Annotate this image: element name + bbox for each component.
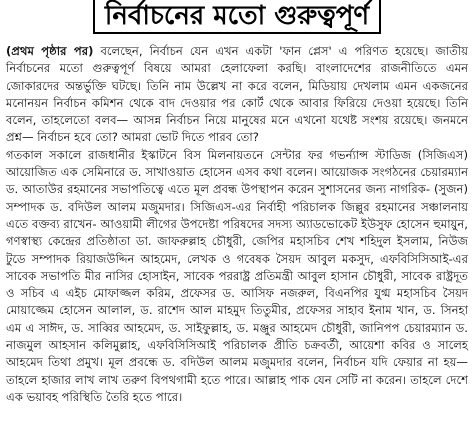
article-paragraph-2: গতকাল সকালে রাজধানীর ইস্কাটনে বিস মিলনায়তনে সেন্টার ফর গভর্ন্যান্স স্টাডিজ (সিজিএস) আয়োজিত এক সেমিনারে ড. সাখাওয়াত হোসেন এসব কথা বলেন। আয়োজক সংগঠনের চেয়ারম্যান ড. আতাউর রহমানের সভাপতিত্বে এতে মূল প্রবন্ধ উপস্থাপন করেন সুশাসনের জন্য নাগরিক- (সুজন) সম্পাদক ড. বদিউল আলম মজুমদার। সিজিএস-এর নির্বাহী পরিচালক জিল্লুর রহমানের সঞ্চালনায় এতে বক্তব্য রাখেন- আওয়ামী লীগের উপদেষ্টা পরিষদের সদস্য অ্যাডভোকেট ইউসুফ হোসেন হুমায়ুন, গণস্বাস্থ্য কেন্দ্রের প্রতিষ্ঠাতা ডা. জাফরুল্লাহ চৌধুরী, জেপির মহাসচিব শেখ শহিদুল ইসলাম, নিউজ টুডে সম্পাদক রিয়াজউদ্দিন আহমেদ, লেখক ও গবেষক সৈয়দ আবুল মকসুদ, এফবিসিসিআই-এর সাবেক সভাপতি মীর নাসির হোসাইন, সাবেক পররাষ্ট্র প্রতিমন্ত্রী আবুল হাসান চৌধুরী, সাবেক রাষ্ট্রদূত ও সচিব এ এইচ মোফাজ্জল করিম, প্রফেসর ড. আসিফ নজরুল, বিএনপির যুগ্ম মহাসচিব সৈয়দ মোয়াজ্জেম হোসেন আলাল, ড. রাশেদ আল মাহমুদ তিতুমীর, প্রফেসর সাহাব ইনাম খান, ড. সিনহা এম এ সাঈদ, ড. সাব্বির আহমেদ, ড. সাইফুল্লাহ, ড. মঞ্জুর আহমেদ চৌধুরী, জানিপপ চেয়ারম্যান ড. নাজমুল আহসান কলিমুল্লাহ, এফবিসিসিআই পরিচালক প্রীতি চক্রবর্তী, আয়েশা কবির ও সালেহ আহমেদ তিথা প্রমুখ। মূল প্রবন্ধে ড. বদিউল আলম মজুমদার বলেন, নির্বাচন যদি ফেয়ার না হয়— তাহলে হাজার লাখ লাখ তরুণ বিপথগামী হতে পারে। আল্লাহ পাক যেন সেটি না করেন। তাহলে দেশে এক ভয়াবহ পরিস্থিতি তৈরি হতে পারে।: [6, 147, 468, 404]
headline-container: [6, 0, 468, 40]
continued-from-label: (প্রথম পৃষ্ঠার পর): [6, 44, 94, 58]
article-body: [6, 43, 468, 406]
headline: নির্বাচনের মতো গুরুত্বপূর্ণ: [93, 0, 381, 34]
article-paragraph-1: [6, 43, 468, 147]
paragraph-1-text: বলেছেন, নির্বাচন যেন এখন একটা 'ফান প্লেস' এ পরিণত হয়েছে। জাতীয় নির্বাচনের মতো গুরুত্বপূর্ণ বিষয়ে আমরা হেলাফেলা করছি। বাংলাদেশের রাজনীতিতে এমন জোকারদের অন্তর্ভুক্তি ঘটছে। তিনি নাম উল্লেখ না করে বলেন, মিডিয়ায় দেখলাম এমন একজনের মনোনয়ন নির্বাচন কমিশন থেকে বাদ দেওয়ার পর কোর্ট থেকে আবার ফিরিয়ে দেওয়া হয়েছে। তিনি বলেন, তাহলেতো বলব— আসন্ন নির্বাচন নিয়ে মানুষের মনে এখনো যথেষ্ট সংশয় রয়েছে। জনমনে প্রশ্ন— নির্বাচন হবে তো? আমরা ভোট দিতে পারব তো?: [6, 44, 469, 145]
